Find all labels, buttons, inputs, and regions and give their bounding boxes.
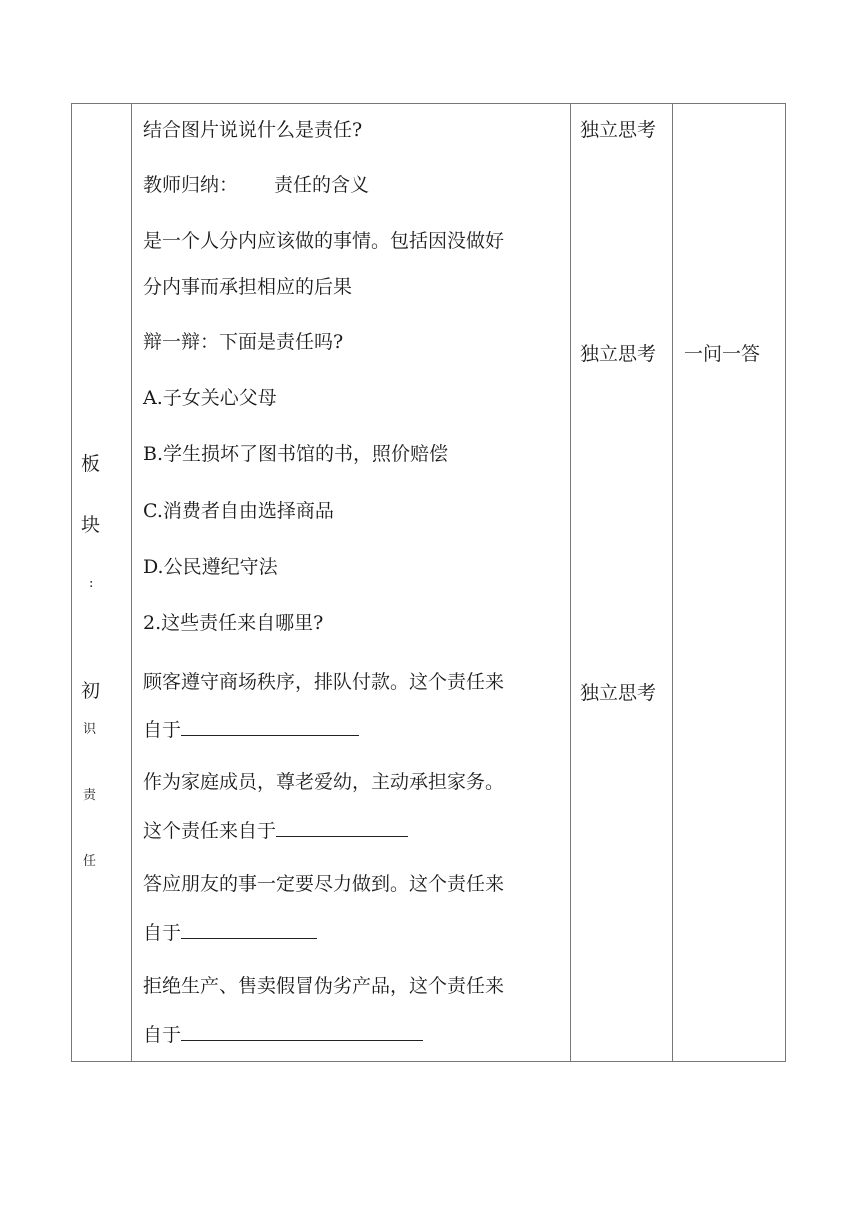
option-item: D.公民遵纪守法 (143, 556, 278, 578)
section-char: 板 (81, 453, 101, 475)
question-2: 2.这些责任来自哪里? (143, 612, 324, 634)
item-answer-line (143, 920, 317, 943)
item-line: 顾客遵守商场秩序，排队付款。这个责任来 (143, 671, 505, 693)
item-answer-line (143, 818, 408, 841)
section-title-char: 责 (83, 788, 97, 803)
summary-line (143, 176, 369, 195)
summary-title: 责任的含义 (274, 174, 370, 196)
student-activity: 独立思考 (580, 343, 657, 365)
item-answer-line (143, 717, 359, 740)
summary-label: 教师归纳： (143, 174, 239, 196)
item-line: 拒绝生产、售卖假冒伪劣产品，这个责任来 (143, 975, 505, 997)
question-1: 结合图片说说什么是责任? (143, 119, 363, 141)
section-char: 块 (81, 514, 101, 536)
item-line: 答应朋友的事一定要尽力做到。这个责任来 (143, 873, 505, 895)
item-answer-prefix: 自于 (143, 922, 182, 944)
item-line: 作为家庭成员，尊老爱幼，主动承担家务。 (143, 771, 505, 793)
column-divider (570, 104, 571, 1061)
section-title-char: 识 (83, 722, 97, 737)
item-answer-prefix: 自于 (143, 1024, 182, 1046)
definition-line: 分内事而承担相应的后果 (143, 276, 353, 298)
column-divider (131, 104, 132, 1061)
item-answer-line (143, 1022, 423, 1045)
option-item: B.学生损坏了图书馆的书，照价赔偿 (143, 443, 449, 465)
item-answer-prefix: 自于 (143, 719, 182, 741)
teaching-method: 一问一答 (684, 343, 761, 365)
option-item: A.子女关心父母 (143, 387, 277, 409)
student-activity: 独立思考 (580, 682, 657, 704)
section-colon: : (89, 576, 94, 591)
answer-blank[interactable] (276, 818, 408, 837)
definition-line: 是一个人分内应该做的事情。包括因没做好 (143, 230, 505, 252)
debate-prompt: 辩一辩：下面是责任吗? (143, 331, 344, 353)
item-answer-prefix: 这个责任来自于 (143, 820, 277, 842)
answer-blank[interactable] (181, 920, 317, 939)
student-activity: 独立思考 (580, 119, 657, 141)
option-item: C.消费者自由选择商品 (143, 500, 334, 522)
answer-blank[interactable] (181, 717, 359, 736)
answer-blank[interactable] (181, 1022, 423, 1041)
section-title-char: 初 (81, 680, 101, 702)
section-title-char: 任 (83, 854, 97, 869)
column-divider (672, 104, 673, 1061)
